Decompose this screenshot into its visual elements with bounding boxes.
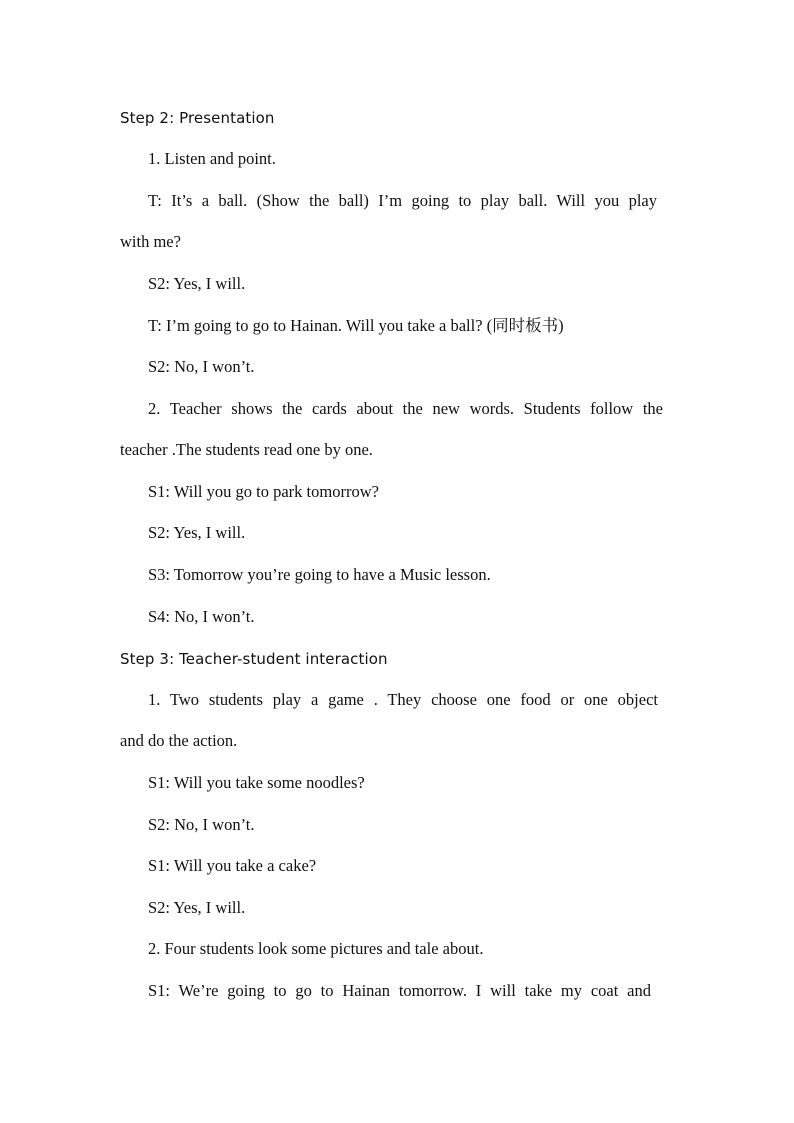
teacher-line-2: T: I’m going to go to Hainan. Will you take a ball? (同时板书): [148, 316, 564, 335]
dialog-line: S2: Yes, I will.: [148, 274, 246, 293]
step2-item1: 1. Listen and point.: [148, 149, 276, 168]
dialog-line: S1: Will you take a cake?: [148, 856, 317, 875]
step2-item2-b: teacher .The students read one by one.: [120, 440, 373, 459]
step2-heading: Step 2: Presentation: [120, 109, 275, 127]
step2-item2-a: 2. Teacher shows the cards about the new words. Students follow the: [148, 399, 663, 418]
step3-item2: 2. Four students look some pictures and tale about.: [148, 939, 484, 958]
dialog-line: S1: We’re going to go to Hainan tomorrow. I will take my coat and: [148, 981, 651, 1000]
step3-item1-a: 1. Two students play a game . They choose one food or one object: [148, 690, 658, 709]
step3-item1-b: and do the action.: [120, 731, 238, 750]
dialog-line: S2: Yes, I will.: [148, 523, 246, 542]
step3-heading: Step 3: Teacher-student interaction: [120, 650, 388, 668]
teacher-line-1b: with me?: [120, 232, 181, 251]
dialog-line: S2: No, I won’t.: [148, 357, 255, 376]
teacher-line-1a: T: It’s a ball. (Show the ball) I’m going to play ball. Will you play: [148, 191, 657, 210]
dialog-line: S1: Will you go to park tomorrow?: [148, 482, 379, 501]
dialog-line: S4: No, I won’t.: [148, 607, 255, 626]
dialog-line: S1: Will you take some noodles?: [148, 773, 365, 792]
dialog-line: S2: Yes, I will.: [148, 898, 246, 917]
dialog-line: S2: No, I won’t.: [148, 815, 255, 834]
dialog-line: S3: Tomorrow you’re going to have a Music lesson.: [148, 565, 491, 584]
